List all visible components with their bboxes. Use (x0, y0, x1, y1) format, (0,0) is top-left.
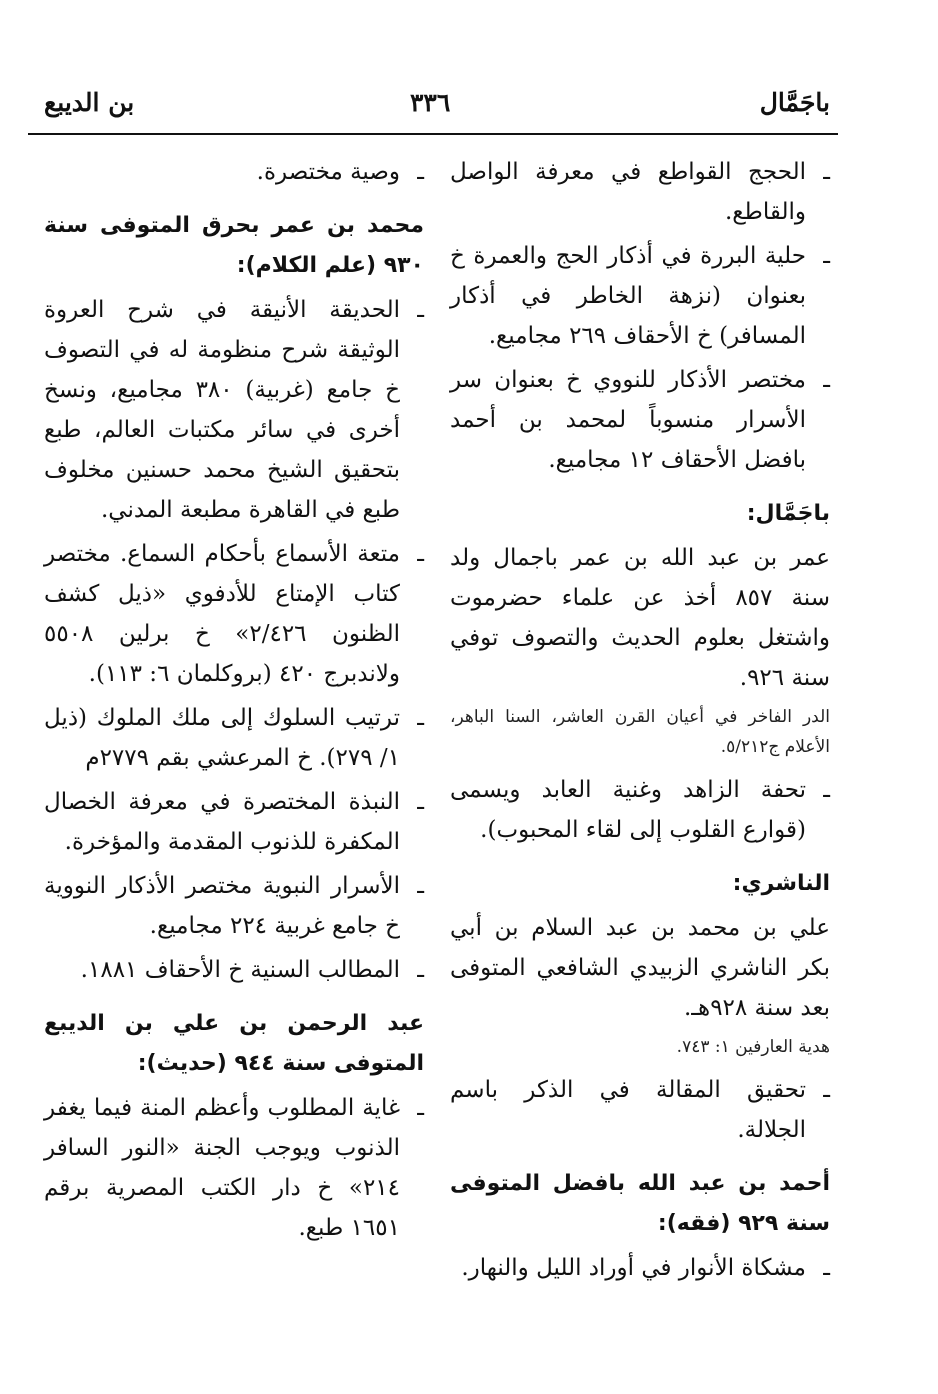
running-header (0, 88, 938, 138)
entry-bio: علي بن محمد بن عبد السلام بن أبي بكر الناشري الزبيدي الشافعي المتوفى بعد سنة ٩٢٨هـ. (450, 915, 830, 1021)
entry-reference: الدر الفاخر في أعيان القرن العاشر، السنا الباهر، الأعلام ج٥/٢١٢. (450, 707, 830, 757)
list-item: ـ الأسرار النبوية مختصر الأذكار النووية خ جامع غربية ٢٢٤ مجاميع. (44, 866, 424, 946)
list-item: ـ حلية البررة في أذكار الحج والعمرة خ بعنوان (نزهة الخاطر في أذكار المسافر) خ الأحقاف ٢٦٩ مجاميع. (450, 236, 830, 356)
header-left-title: بن الديبع (44, 88, 135, 117)
entry-heading: عبد الرحمن بن علي بن الديبع المتوفى سنة ٩٤٤ (حديث): (44, 1011, 424, 1076)
list-item: ـ غاية المطلوب وأعظم المنة فيما يغفر الذنوب ويوجب الجنة «النور السافر ٢١٤» خ دار الكتب المصرية برقم ١٦٥١ طبع. (44, 1088, 424, 1248)
left-column (44, 152, 424, 1252)
entry-heading: محمد بن عمر بحرق المتوفى سنة ٩٣٠ (علم الكلام): (44, 213, 424, 278)
right-column (450, 152, 830, 1292)
entry-reference: هدية العارفين ١: ٧٤٣. (676, 1037, 830, 1057)
entry-heading: أحمد بن عبد الله بافضل المتوفى سنة ٩٢٩ (فقه): (450, 1171, 830, 1236)
list-item: ـ مختصر الأذكار للنووي خ بعنوان سر الأسرار منسوباً لمحمد بن أحمد بافضل الأحقاف ١٢ مجاميع. (450, 360, 830, 480)
list-item: ـ الحجج القواطع في معرفة الواصل والقاطع. (450, 152, 830, 232)
entry-bio: عمر بن عبد الله بن عمر باجمال ولد سنة ٨٥٧ أخذ عن علماء حضرموت واشتغل بعلوم الحديث والتصوف توفي سنة ٩٢٦. (450, 545, 830, 691)
page-number: ٣٣٦ (410, 88, 451, 117)
entry-heading: باجَمَّال: (746, 501, 830, 526)
list-item: ـ متعة الأسماع بأحكام السماع. مختصر كتاب الإمتاع للأدفوي «ذيل كشف الظنون ٢/٤٢٦» خ برلين ٥٥٠٨ ولاندبرج ٤٢٠ (بروكلمان ٦: ١١٣). (44, 534, 424, 694)
list-item: ـ ترتيب السلوك إلى ملك الملوك (ذيل ١/ ٢٧٩). خ المرعشي بقم ٢٧٧٩م (44, 698, 424, 778)
list-item: ـ المطالب السنية خ الأحقاف ١٨٨١. (44, 950, 424, 990)
list-item: ـ النبذة المختصرة في معرفة الخصال المكفرة للذنوب المقدمة والمؤخرة. (44, 782, 424, 862)
list-item: ـ وصية مختصرة. (44, 152, 424, 192)
list-item: ـ الحديقة الأنيقة في شرح العروة الوثيقة شرح منظومة له في التصوف خ جامع (غربية) ٣٨٠ مجاميع، ونسخ أخرى في سائر مكتبات العالم، طبع بتحقيق الشيخ محمد حسنين مخلوف طبع في القاهرة مطبعة المدني. (44, 290, 424, 530)
list-item: ـ مشكاة الأنوار في أوراد الليل والنهار. (450, 1248, 830, 1288)
header-rule (28, 133, 838, 135)
list-item: ـ تحفة الزاهد وغنية العابد ويسمى (قوارع القلوب إلى لقاء المحبوب). (450, 770, 830, 850)
list-item: ـ تحقيق المقالة في الذكر باسم الجلالة. (450, 1070, 830, 1150)
header-right-title: باجَمَّال (759, 88, 830, 117)
entry-heading: الناشري: (732, 871, 830, 896)
